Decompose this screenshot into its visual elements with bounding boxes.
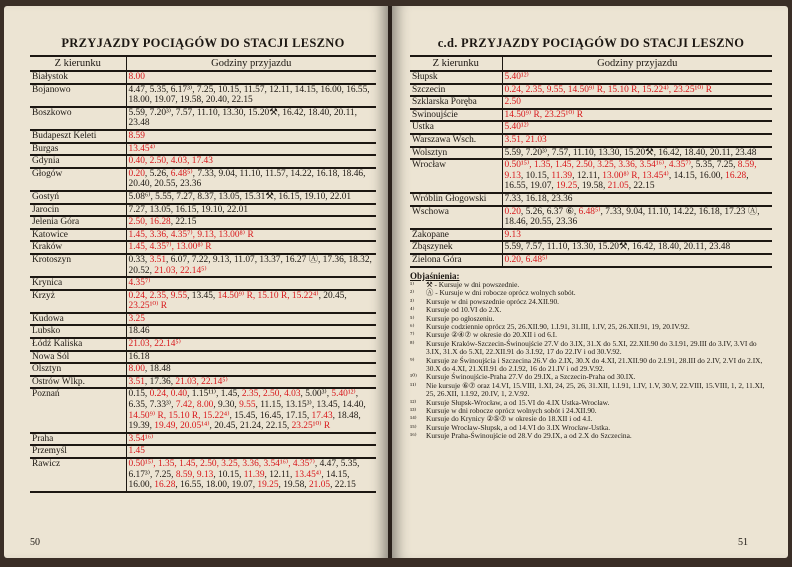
arrival-times [126,155,376,168]
table-row [30,445,376,458]
table-row [30,155,376,168]
note-marker: ¹⁶⁾ [410,431,417,441]
note-text: Kursuje Świnoujście-Praha 27.V do 29.IX, a Szczecin-Praha od 30.IX. [426,372,636,382]
regular-train-times: , 12.11, [264,469,295,480]
station-name: Kraków [30,241,126,254]
station-name: Wolsztyn [410,147,502,160]
station-name: Boszkowo [30,107,126,130]
table-row [30,204,376,217]
regular-train-times: , 18.48, 19.39, [128,410,361,432]
arrival-times [126,388,376,432]
station-name: Gdynia [30,155,126,168]
column-header-from: Z kierunku [410,56,502,71]
note-text: Kursuje do Krynicy ②⑤⑦ w okresie do 18.XII i od 4.I. [426,414,593,424]
arrival-times [502,109,772,122]
fast-train-times: 8.59, 9.13 [175,469,214,480]
fast-train-times: 4.35⁷⁾ [128,278,151,289]
note-text: Kursuje Praha-Świnoujście od 28.V do 29.IX, a od 2.X do Szczecina. [426,431,632,441]
note-marker: ²⁾ [410,288,415,298]
fast-train-times: 1.45 [128,446,145,457]
column-header-from: Z kierunku [30,56,126,71]
table-row [30,290,376,313]
arrival-times [126,107,376,130]
note-marker: ⁷⁾ [410,330,415,340]
fast-train-times: 0.40, 2.50, 4.03, 17.43 [128,156,213,167]
fast-train-times: 8.59 [128,130,145,141]
station-name: Zbąszynek [410,241,502,254]
note-marker: ¹¹⁾ [410,380,417,390]
left-page [4,6,388,558]
station-name: Przemyśl [30,445,126,458]
arrival-times [126,313,376,326]
regular-train-times: 7.33, 16.18, 23.36 [504,193,573,204]
table-row [410,147,772,160]
arrival-times [126,433,376,446]
fast-train-times: 0.50¹⁵⁾, 1.35, 1.45, 2.50, 3.25, 3.36, 3.54¹⁶⁾, 4.35⁷⁾ [504,160,691,171]
arrival-times [126,363,376,376]
station-name: Gostyń [30,191,126,204]
arrival-times [126,241,376,254]
note-text: Kursuje ze Świnoujścia i Szczecina 26.V do 2.IX, 30.X do 4.XI, 21.XII.90 do 2.I.91, 28.III do 2.IV, 2.VI do 2.IX, 30.X do 4.XI, 21.XII.91 do 2.I.92, 16 do 21.IV i od 29.V.92. [426,355,763,373]
note-text: Kursuje Kraków-Szczecin-Świnoujście 27.V do 3.IX, 31.X do 5.XI, 22.XII.90 do 3.I.91, 29.III do 3.IV, 3.VI do 3.IX, 31.X do 5.XI, 22.XII.91 do 3.I.92, 17 do 22.IV i od 30.V.92. [426,338,757,357]
arrival-times [126,351,376,364]
station-name: Krzyż [30,290,126,313]
note-item [410,382,772,399]
station-name: Zakopane [410,229,502,242]
note-text: Ⓐ - Kursuje w dni robocze oprócz wolnych sobót. [426,288,576,298]
fast-train-times: 19.49, 20.05¹⁴⁾ [154,421,210,432]
regular-train-times: , 5.35, 7.25, [690,160,738,171]
note-text: Kursuje po ogłoszeniu. [426,313,495,323]
regular-train-times: , 7.33, 9.04, 11.10, 11.57, 14.22, 16.18, 18.46, 20.40, 20.55, 23.36 [128,168,366,190]
fast-train-times: 3.51 [128,376,145,387]
station-name: Białystok [30,71,126,84]
regular-train-times: 0.33, [128,254,150,265]
table-row [410,109,772,122]
fast-train-times: 13.00⁸⁾ R, 13.45⁴⁾ [602,170,669,181]
fast-train-times: 0.24, 2.35, 9.55 [128,290,188,301]
regular-train-times: , 19.58, [577,181,608,192]
regular-train-times: , 22.15 [170,217,197,228]
regular-train-times: , 14.15, 16.00, [128,469,350,491]
note-marker: ³⁾ [410,296,415,306]
regular-train-times: 5.59, 7.20³⁾, 7.57, 11.10, 13.30, 15.20⚒, 16.42, 18.40, 20.11, 23.48 [504,147,757,158]
arrival-times [126,376,376,389]
regular-train-times: 5.08⁶⁾, 5.55, 7.27, 8.37, 13.05, 15.31⚒, 16.15, 19.10, 22.01 [128,191,352,202]
fast-train-times: 11.39 [243,469,265,480]
note-item [410,357,772,374]
station-name: Ustka [410,121,502,134]
arrivals-table [30,55,376,493]
regular-train-times: , 1.15¹¹⁾, 1.45, [187,389,242,400]
arrival-times [126,71,376,84]
column-header-times: Godziny przyjazdu [126,56,376,71]
regular-train-times: , 10.15, [213,469,244,480]
station-name: Wschowa [410,206,502,229]
note-text: Kursuje Słupsk-Wrocław, a od 15.VI do 4.IX Ustka-Wrocław. [426,397,610,407]
table-row [30,241,376,254]
fast-train-times: 19.25 [556,181,578,192]
note-text: Kursuje w dni powszednie oprócz 24.XII.90. [426,296,559,306]
fast-train-times: 14.50⁹⁾ R, 15.10 R, 15.22⁴⁾ [217,290,319,301]
fast-train-times: 11.39 [551,170,573,181]
arrival-times [502,121,772,134]
note-marker: ¹⁾ [410,279,415,289]
station-name: Katowice [30,229,126,242]
arrival-times [126,445,376,458]
station-name: Łódź Kaliska [30,338,126,351]
arrival-times [126,229,376,242]
note-text: Kursuje ②④⑦ w okresie do 20.XII i od 6.I. [426,330,557,340]
station-name: Nowa Sól [30,351,126,364]
regular-train-times: 5.59, 7.20³⁾, 7.57, 11.10, 13.30, 15.20⚒, 16.42, 18.40, 20.11, 23.48 [128,107,357,129]
note-marker: ⁸⁾ [410,338,415,348]
arrival-times [126,204,376,217]
table-row [30,313,376,326]
table-row [30,191,376,204]
station-name: Praha [30,433,126,446]
arrival-times [126,338,376,351]
note-text: Kursuje Wrocław-Słupsk, a od 14.VI do 3.IX Wrocław-Ustka. [426,422,611,432]
arrival-times [126,325,376,338]
station-name: Warszawa Wsch. [410,134,502,147]
table-row [30,351,376,364]
fast-train-times: 23.25¹⁰⁾ R [291,421,331,432]
arrival-times [126,458,376,492]
fast-train-times: 8.00 [128,72,145,82]
note-text: Kursuje codziennie oprócz 25, 26.XII.90, 1.I.91, 31.III, 1.IV, 25, 26.XII.91, 19, 20.IV.92. [426,321,690,331]
arrival-times [502,206,772,229]
fast-train-times: 9.55 [239,400,256,411]
fast-train-times: 0.20 [504,206,521,217]
table-row [410,241,772,254]
table-row [30,325,376,338]
regular-train-times: , 15.45, 16.45, 17.15, [229,410,312,421]
regular-train-times: , 12.11, [572,170,603,181]
fast-train-times: 8.59, 9.13 [504,160,757,181]
regular-train-times: 16.18 [128,351,150,362]
regular-train-times: , 5.26, 6.37 ⑥, [520,206,579,217]
fast-train-times: 14.50⁹⁾ R, 23.25¹⁰⁾ R [504,109,584,120]
fast-train-times: 5.40¹²⁾ [504,72,529,82]
fast-train-times: 2.35, 2.50, 4.03 [241,389,301,400]
arrival-times [126,84,376,107]
page-number: 51 [738,537,748,548]
station-name: Jelenia Góra [30,216,126,229]
table-row [410,229,772,242]
fast-train-times: 21.03, 22.14⁵⁾ [175,376,228,387]
station-name: Szklarska Poręba [410,96,502,109]
note-marker: ⁹⁾ [410,355,415,365]
fast-train-times: 13.45⁴⁾ [128,143,156,154]
arrival-times [126,290,376,313]
regular-train-times: , 22.15 [628,181,655,192]
station-name: Kudowa [30,313,126,326]
arrival-times [502,159,772,193]
note-marker: ⁵⁾ [410,313,415,323]
fast-train-times: 1.45, 4.35⁷⁾, 13.00⁸⁾ R [128,242,212,253]
note-marker: ¹⁵⁾ [410,422,417,432]
fast-train-times: 3.51, 21.03 [504,134,547,145]
station-name: Lubsko [30,325,126,338]
table-row [30,143,376,156]
note-item [410,340,772,357]
regular-train-times: , 22.15 [330,480,356,491]
table-row [410,71,772,84]
regular-train-times: , 20.45, 21.24, 22.15, [209,421,292,432]
station-name: Jarocin [30,204,126,217]
note-text: Nie kursuje ⑥⑦ oraz 14.VI, 15.VIII, 1.XI, 24, 25, 26, 31.XII, 1.I.91, 1.IV, 1.V, 30.V, 22.VIII, 15.VIII, 1, 2, 11.XI, 25, 26.XII, 1.I.92, 20.IV, 1, 2.V.92. [426,380,765,399]
regular-train-times: , 9.30, [213,400,240,411]
table-row [30,458,376,492]
arrival-times [126,168,376,191]
table-row [30,277,376,290]
regular-train-times: , 6.35, 7.33³⁾, [128,389,359,411]
notes-title: Objaśnienia: [410,270,460,281]
fast-train-times: 21.03, 22.14⁵⁾ [154,265,207,276]
arrival-times [502,241,772,254]
station-name: Krotoszyn [30,254,126,277]
regular-train-times: , 11.15, 13.15³⁾, 13.45, 14.40, [255,400,366,411]
fast-train-times: 6.48⁵⁾ [170,168,193,179]
station-name: Olsztyn [30,363,126,376]
regular-train-times: , 6.07, 7.22, 9.13, 11.07, 13.37, 16.27 Ⓐ, 17.36, 18.32, 20.52, [128,254,372,276]
fast-train-times: 2.50, 16.28 [128,217,171,228]
note-text: Kursuje od 10.VI do 2.X. [426,305,502,315]
fast-train-times: 16.28 [154,480,176,491]
arrival-times [126,130,376,143]
fast-train-times: 16.28 [725,170,747,181]
regular-train-times: , 20.45, [318,290,347,301]
regular-train-times: , 13.45, [187,290,218,301]
fast-train-times: 21.05 [607,181,629,192]
regular-train-times: 0.15, [128,389,150,400]
regular-train-times: , 4.47, 5.35, 6.17³⁾, 7.25, [128,459,360,480]
station-name: Szczecin [410,84,502,97]
regular-train-times: , 7.33, 9.04, 11.10, 14.22, 16.18, 17.23 Ⓐ, 18.46, 20.55, 23.36 [504,206,760,228]
fast-train-times: 17.43 [311,410,333,421]
table-row [30,216,376,229]
table-row [30,254,376,277]
table-row [410,193,772,206]
fast-train-times: 0.20 [128,168,145,179]
right-page [392,6,788,558]
station-name: Poznań [30,388,126,432]
table-row [410,206,772,229]
station-name: Wróblin Głogowski [410,193,502,206]
note-marker: ¹³⁾ [410,406,417,415]
regular-train-times: 18.46 [128,326,150,337]
page-title: PRZYJAZDY POCIĄGÓW DO STACJI LESZNO [61,36,345,50]
regular-train-times: , 14.15, 16.00, [668,170,726,181]
fast-train-times: 19.25 [257,480,279,491]
arrivals-table-continued [410,55,772,268]
note-marker: ¹⁴⁾ [410,414,417,424]
regular-train-times: , 16.55, 18.00, 19.07, [175,480,258,491]
regular-train-times: 4.47, 5.35, 6.17³⁾, 7.25, 10.15, 11.57, 12.11, 14.15, 16.00, 16.55, 18.00, 19.07, 19.58, 20.40, 22.15 [128,84,370,106]
table-row [30,433,376,446]
note-marker: ¹²⁾ [410,397,417,407]
column-header-times: Godziny przyjazdu [502,56,772,71]
regular-train-times: 5.59, 7.57, 11.10, 13.30, 15.20⚒, 16.42, 18.40, 20.11, 23.48 [504,242,731,253]
regular-train-times: , 17.36, [144,376,176,387]
table-row [30,338,376,351]
notes-section [410,272,772,441]
fast-train-times: 6.48⁵⁾ [578,206,601,217]
fast-train-times: 3.51 [149,254,166,265]
fast-train-times: 7.42, 8.00 [175,400,214,411]
station-name: Budapeszt Keleti [30,130,126,143]
fast-train-times: 2.50 [504,97,521,108]
fast-train-times: 5.40¹²⁾ [504,122,529,133]
table-row [30,130,376,143]
note-item [410,432,772,440]
fast-train-times: 21.03, 22.14⁵⁾ [128,339,181,350]
arrival-times [502,96,772,109]
table-row [410,84,772,97]
regular-train-times: , 18.48 [144,364,171,375]
arrival-times [502,84,772,97]
table-row [30,168,376,191]
regular-train-times: 7.27, 13.05, 16.15, 19.10, 22.01 [128,204,249,215]
fast-train-times: 5.40¹²⁾ [331,389,356,400]
table-row [410,121,772,134]
regular-train-times: , 16.55, 19.07, [504,170,749,192]
fast-train-times: 14.50⁹⁾ R, 15.10 R, 15.22⁴⁾ [128,410,230,421]
fast-train-times: 23.25¹⁰⁾ R [128,301,168,312]
arrival-times [502,193,772,206]
regular-train-times: , 19.58, [278,480,309,491]
table-row [30,84,376,107]
arrival-times [502,147,772,160]
arrival-times [126,216,376,229]
regular-train-times: , 5.00³⁾, [300,389,332,400]
table-row [30,388,376,432]
arrival-times [126,191,376,204]
arrival-times [502,229,772,242]
arrival-times [502,134,772,147]
arrival-times [502,254,772,267]
page-number: 50 [30,537,40,548]
arrival-times [502,71,772,84]
fast-train-times: 3.54¹⁶⁾ [128,433,154,444]
station-name: Krynica [30,277,126,290]
fast-train-times: 1.45, 3.36, 4.35⁷⁾, 9.13, 13.00⁸⁾ R [128,229,254,240]
station-name: Burgas [30,143,126,156]
arrival-times [126,277,376,290]
table-row [30,107,376,130]
fast-train-times: 13.45⁴⁾ [294,469,322,480]
station-name: Wrocław [410,159,502,193]
fast-train-times: 0.20, 6.48⁵⁾ [504,254,548,265]
table-row [410,134,772,147]
station-name: Bojanowo [30,84,126,107]
fast-train-times: 9.13 [504,229,521,240]
fast-train-times: 21.05 [308,480,331,491]
table-row [30,376,376,389]
note-marker: ¹⁰⁾ [410,372,417,382]
table-row [410,159,772,193]
fast-train-times: 0.50¹⁵⁾, 1.35, 1.45, 2.50, 3.25, 3.36, 3.54¹⁶⁾, 4.35⁷⁾ [128,459,315,469]
station-name: Ostrów Wlkp. [30,376,126,389]
table-row [410,254,772,267]
station-name: Świnoujście [410,109,502,122]
table-row [30,229,376,242]
note-text: ⚒ - Kursuje w dni powszednie. [426,279,520,289]
note-text: Kursuje w dni robocze oprócz wolnych sobót i 24.XII.90. [426,406,597,415]
table-row [30,71,376,84]
station-name: Głogów [30,168,126,191]
fast-train-times: 8.00 [128,364,145,375]
station-name: Zielona Góra [410,254,502,267]
table-row [30,363,376,376]
arrival-times [126,254,376,277]
table-row [410,96,772,109]
note-marker: ⁴⁾ [410,305,415,315]
fast-train-times: 0.24, 2.35, 9.55, 14.50⁹⁾ R, 15.10 R, 15.22⁴⁾, 23.25¹⁰⁾ R [504,84,713,95]
regular-train-times: , 10.15, [520,170,552,181]
station-name: Rawicz [30,458,126,492]
regular-train-times: , 5.26, [144,168,171,179]
fast-train-times: 3.25 [128,313,145,324]
note-marker: ⁶⁾ [410,321,415,331]
station-name: Słupsk [410,71,502,84]
fast-train-times: 0.24, 0.40 [149,389,188,400]
page-title: c.d. PRZYJAZDY POCIĄGÓW DO STACJI LESZNO [437,36,745,50]
arrival-times [126,143,376,156]
